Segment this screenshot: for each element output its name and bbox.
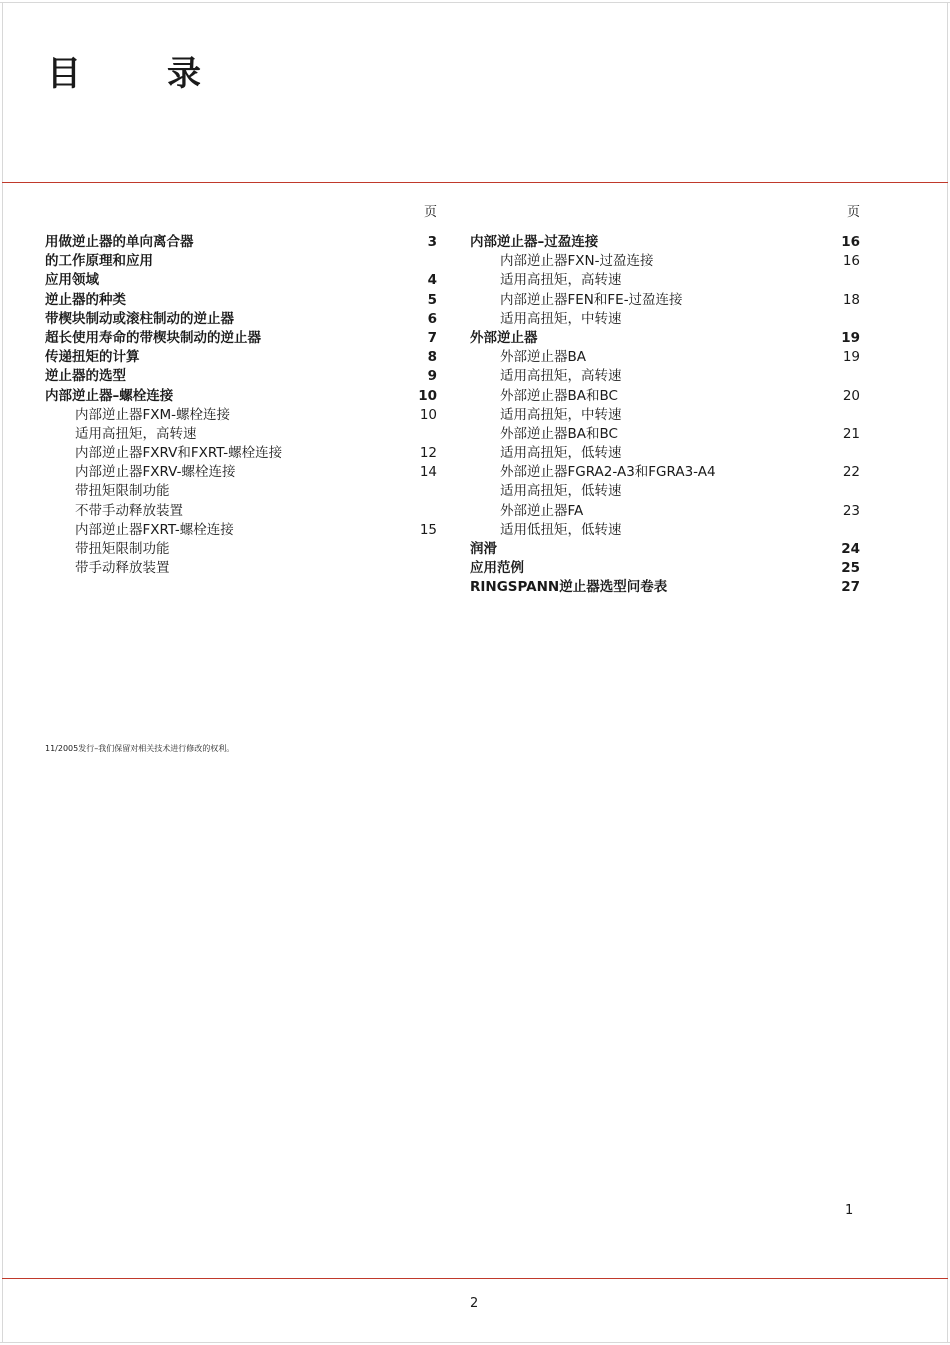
toc-entry-page	[836, 367, 860, 386]
toc-entry-title: 内部逆止器FXRV-螺栓连接	[75, 464, 236, 481]
toc-entry-page: 19	[842, 349, 860, 366]
toc-entry[interactable]	[45, 252, 437, 271]
page-column-header: 页	[846, 205, 860, 220]
toc-entry-page: 27	[841, 579, 860, 596]
toc-entry-title: 不带手动释放装置	[75, 502, 183, 519]
toc-entry-page: 18	[842, 291, 860, 308]
toc-entry[interactable]	[470, 521, 860, 540]
toc-entry-title: 外部逆止器	[470, 329, 538, 346]
toc-entry[interactable]	[45, 406, 437, 425]
toc-entry-title: 外部逆止器FA	[500, 502, 584, 519]
toc-entry-page	[836, 521, 860, 540]
toc-entry-page: 24	[841, 541, 860, 557]
toc-entry-title: 传递扭矩的计算	[45, 349, 140, 366]
toc-entry[interactable]	[45, 559, 437, 578]
toc-entry-page: 15	[419, 521, 437, 538]
toc-entry[interactable]	[45, 540, 437, 559]
toc-entry-page	[413, 559, 437, 578]
toc-entry-page	[836, 271, 860, 290]
toc-entry-title: 带楔块制动或滚柱制动的逆止器	[45, 310, 234, 327]
toc-entry[interactable]	[45, 271, 437, 290]
toc-entry-title: 适用高扭矩，高转速	[500, 368, 622, 385]
bottom-divider	[2, 1278, 948, 1279]
toc-entry[interactable]	[470, 329, 860, 348]
toc-entry-title: 适用高扭矩，低转速	[500, 483, 622, 500]
page-column-header: 页	[423, 205, 437, 220]
toc-entry-page: 12	[419, 445, 437, 462]
toc-entry-page: 10	[419, 406, 437, 423]
toc-entry-title: 逆止器的种类	[45, 291, 126, 308]
toc-entry-title: 带手动释放装置	[75, 560, 170, 577]
toc-entry-page	[413, 540, 437, 559]
toc-entry-page	[836, 444, 860, 463]
toc-entry[interactable]	[470, 291, 860, 310]
toc-entry-page: 4	[427, 272, 437, 289]
toc-entry-title: 适用高扭矩，中转速	[500, 406, 622, 423]
toc-entry[interactable]	[45, 387, 437, 406]
page-title: 目 录	[47, 54, 227, 94]
toc-right-list	[470, 233, 860, 598]
toc-entry[interactable]	[470, 271, 860, 290]
toc-entry-page: 22	[842, 464, 860, 481]
toc-entry[interactable]	[45, 348, 437, 367]
toc-entry[interactable]	[470, 310, 860, 329]
toc-entry[interactable]	[470, 482, 860, 501]
page-border-left	[2, 2, 3, 1343]
toc-entry[interactable]	[470, 463, 860, 482]
toc-entry[interactable]	[470, 540, 860, 559]
toc-entry-title: 的工作原理和应用	[45, 253, 153, 270]
toc-entry-title: 应用领域	[45, 272, 99, 289]
toc-entry-page: 7	[427, 329, 437, 346]
toc-entry-page: 8	[427, 349, 437, 366]
toc-entry-title: 带扭矩限制功能	[75, 483, 170, 500]
toc-entry[interactable]	[45, 463, 437, 482]
toc-entry-title: 内部逆止器FXRT-螺栓连接	[75, 521, 234, 538]
toc-entry-title: 内部逆止器–过盈连接	[470, 234, 599, 250]
toc-entry-page: 3	[427, 234, 437, 250]
toc-entry-page	[413, 252, 437, 271]
toc-entry-title: 内部逆止器–螺栓连接	[45, 387, 174, 404]
toc-entry-page: 19	[841, 329, 860, 346]
toc-entry-title: RINGSPANN逆止器选型问卷表	[470, 579, 668, 596]
toc-entry-title: 适用低扭矩，低转速	[500, 521, 622, 538]
toc-entry-page: 10	[418, 387, 437, 404]
toc-entry-title: 适用高扭矩，高转速	[75, 425, 197, 442]
toc-entry-title: 用做逆止器的单向离合器	[45, 234, 194, 250]
toc-entry-page: 16	[842, 253, 860, 270]
toc-entry-page	[836, 482, 860, 501]
toc-entry-title: 适用高扭矩，低转速	[500, 445, 622, 462]
toc-entry[interactable]	[470, 425, 860, 444]
toc-left-column	[45, 203, 437, 578]
toc-entry[interactable]	[45, 291, 437, 310]
toc-entry[interactable]	[45, 502, 437, 521]
toc-entry-title: 逆止器的选型	[45, 368, 126, 385]
toc-entry-page	[836, 406, 860, 425]
toc-entry[interactable]	[470, 233, 860, 252]
footer-note: 11/2005发行–我们保留对相关技术进行修改的权利。	[45, 744, 235, 753]
toc-entry-title: 带扭矩限制功能	[75, 541, 170, 557]
page-number-right: 1	[845, 1203, 854, 1218]
toc-entry[interactable]	[470, 559, 860, 578]
page-border-right	[947, 2, 948, 1343]
toc-entry-title: 适用高扭矩，高转速	[500, 272, 622, 289]
toc-entry[interactable]	[45, 521, 437, 540]
toc-left-list	[45, 233, 437, 578]
toc-entry-title: 外部逆止器FGRA2-A3和FGRA3-A4	[500, 464, 716, 481]
toc-entry-title: 超长使用寿命的带楔块制动的逆止器	[45, 329, 261, 346]
toc-entry-page: 9	[427, 368, 437, 385]
toc-entry-page: 20	[842, 387, 860, 404]
toc-entry-page: 14	[419, 464, 437, 481]
toc-entry[interactable]	[45, 444, 437, 463]
toc-entry-page: 16	[841, 234, 860, 250]
toc-entry-page	[413, 482, 437, 501]
toc-entry[interactable]	[45, 367, 437, 386]
toc-entry-page: 21	[842, 425, 860, 442]
toc-entry-page	[413, 425, 437, 444]
toc-entry[interactable]	[45, 329, 437, 348]
toc-entry-title: 外部逆止器BA和BC	[500, 425, 618, 442]
toc-entry[interactable]	[470, 578, 860, 597]
toc-entry-page: 6	[427, 310, 437, 327]
toc-entry-title: 内部逆止器FXM-螺栓连接	[75, 406, 231, 423]
toc-entry-title: 外部逆止器BA和BC	[500, 387, 618, 404]
toc-entry-title: 应用范例	[470, 560, 524, 577]
toc-entry-page: 23	[842, 502, 860, 519]
page-number-center: 2	[470, 1296, 479, 1311]
toc-entry-title: 适用高扭矩，中转速	[500, 310, 622, 327]
toc-entry-title: 内部逆止器FXN-过盈连接	[500, 253, 654, 270]
toc-entry[interactable]	[470, 367, 860, 386]
toc-entry-page: 5	[427, 291, 437, 308]
toc-entry-title: 内部逆止器FXRV和FXRT-螺栓连接	[75, 445, 283, 462]
toc-entry[interactable]	[470, 348, 860, 367]
toc-entry[interactable]	[45, 425, 437, 444]
toc-entry[interactable]	[470, 406, 860, 425]
toc-entry[interactable]	[470, 387, 860, 406]
page-border-bottom	[0, 1342, 950, 1343]
toc-entry[interactable]	[470, 444, 860, 463]
toc-entry[interactable]	[45, 482, 437, 501]
top-divider	[2, 182, 948, 183]
page-border-top	[0, 2, 950, 3]
toc-entry-page	[836, 310, 860, 329]
toc-entry-title: 外部逆止器BA	[500, 349, 586, 366]
toc-entry[interactable]	[470, 502, 860, 521]
toc-entry[interactable]	[45, 310, 437, 329]
toc-entry-page: 25	[841, 560, 860, 577]
toc-entry[interactable]	[45, 233, 437, 252]
toc-entry-title: 内部逆止器FEN和FE-过盈连接	[500, 291, 683, 308]
toc-right-column	[470, 203, 860, 598]
toc-entry-page	[413, 502, 437, 521]
toc-entry[interactable]	[470, 252, 860, 271]
toc-entry-title: 润滑	[470, 541, 497, 557]
